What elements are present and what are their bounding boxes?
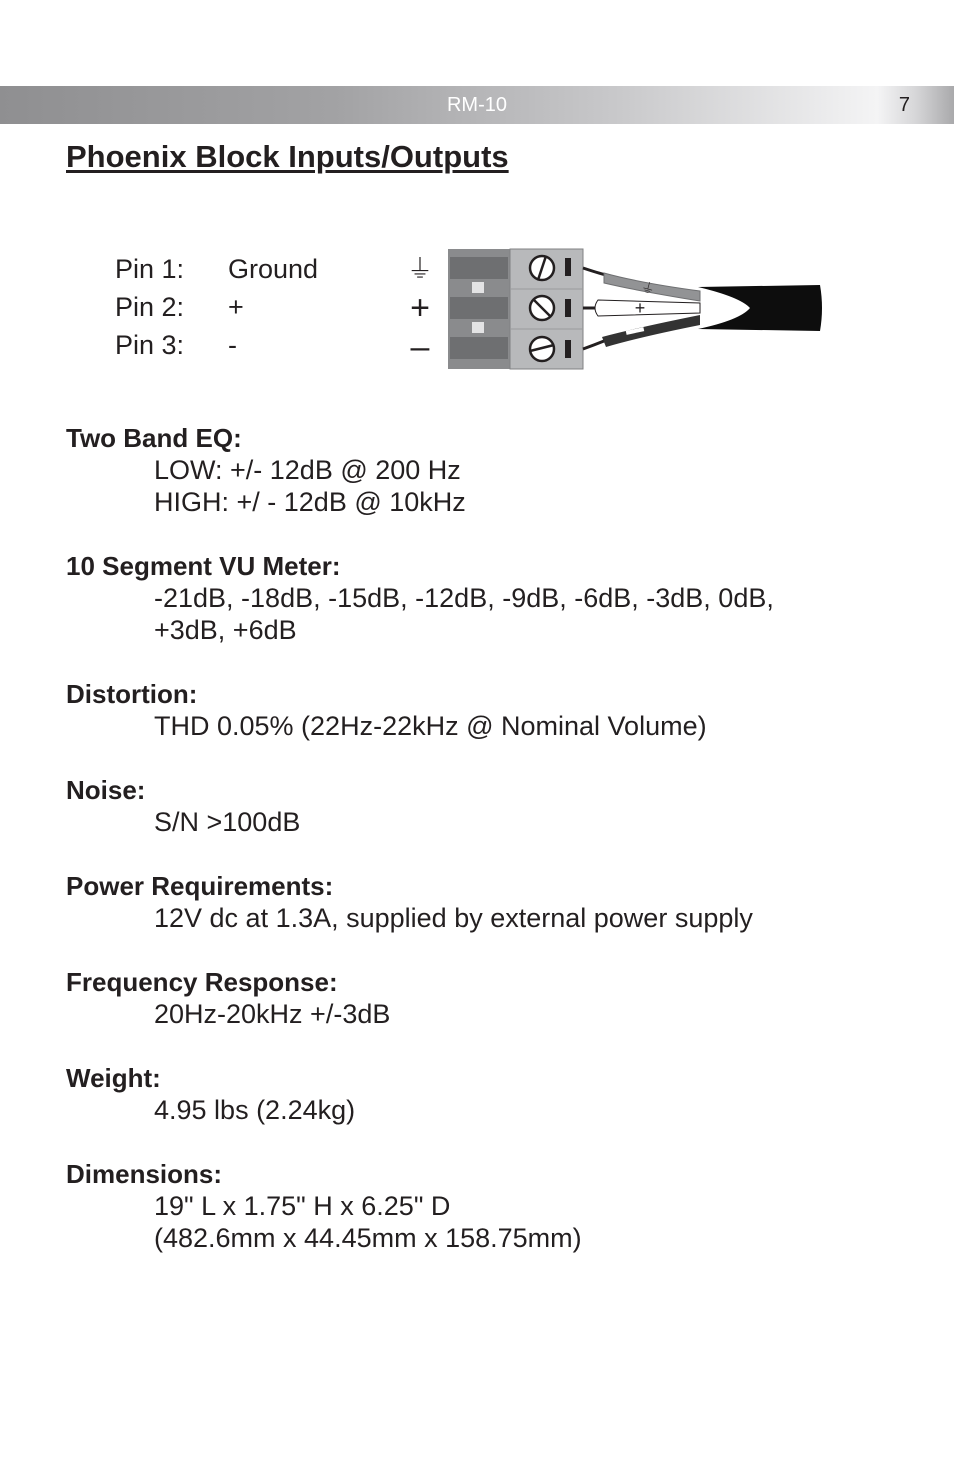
ground-symbol-icon: ⏚ (406, 255, 434, 285)
spec-value: S/N >100dB (154, 807, 301, 837)
spec-section-power (66, 870, 926, 934)
header-bar (0, 86, 954, 124)
spec-section-dimensions (66, 1158, 926, 1254)
spec-heading: 10 Segment VU Meter: (66, 551, 341, 581)
wire-ground-label: ⏚ (638, 279, 657, 299)
pin-function: + (228, 292, 244, 322)
pin-label: Pin 3: (115, 330, 185, 360)
connector-block (448, 249, 583, 369)
spec-section-distortion (66, 678, 926, 742)
cable-wires (583, 268, 822, 349)
spec-value: LOW: +/- 12dB @ 200 Hz (154, 455, 461, 485)
pin-label: Pin 1: (115, 254, 185, 284)
wire-plus-label: + (634, 298, 646, 318)
pin-row-1 (115, 250, 318, 288)
specifications-list (66, 422, 926, 1286)
spec-section-frequency (66, 966, 926, 1030)
spec-section-vu-meter (66, 550, 926, 646)
page-number: 7 (898, 94, 910, 116)
pin-row-3 (115, 326, 318, 364)
spec-value: 4.95 lbs (2.24kg) (154, 1095, 356, 1125)
plus-symbol-icon: + (410, 289, 430, 327)
spec-value: -21dB, -18dB, -15dB, -12dB, -9dB, -6dB, -3dB, 0dB, (154, 583, 774, 613)
pin-label: Pin 2: (115, 292, 185, 322)
spec-heading: Power Requirements: (66, 871, 334, 901)
phoenix-connector-diagram (400, 245, 830, 375)
spec-value: HIGH: +/ - 12dB @ 10kHz (154, 487, 466, 517)
spec-heading: Frequency Response: (66, 967, 338, 997)
spec-value: 12V dc at 1.3A, supplied by external power supply (154, 903, 753, 933)
spec-heading: Dimensions: (66, 1159, 223, 1189)
spec-section-noise (66, 774, 926, 838)
spec-value: 19" L x 1.75" H x 6.25" D (154, 1191, 451, 1221)
page-title: Phoenix Block Inputs/Outputs (66, 139, 509, 174)
spec-value: +3dB, +6dB (154, 615, 297, 645)
spec-heading: Weight: (66, 1063, 161, 1093)
header-title: RM-10 (446, 94, 507, 116)
spec-heading: Distortion: (66, 679, 198, 709)
pin-function: Ground (228, 254, 319, 284)
spec-section-weight (66, 1062, 926, 1126)
spec-section-eq (66, 422, 926, 518)
pin-row-2 (115, 288, 318, 326)
spec-value: (482.6mm x 44.45mm x 158.75mm) (154, 1223, 582, 1253)
pin-list (115, 250, 318, 364)
spec-value: 20Hz-20kHz +/-3dB (154, 999, 391, 1029)
spec-heading: Two Band EQ: (66, 423, 242, 453)
pin-function: - (228, 330, 237, 360)
spec-value: THD 0.05% (22Hz-22kHz @ Nominal Volume) (154, 711, 707, 741)
spec-heading: Noise: (66, 775, 146, 805)
minus-symbol-icon: – (410, 328, 430, 366)
